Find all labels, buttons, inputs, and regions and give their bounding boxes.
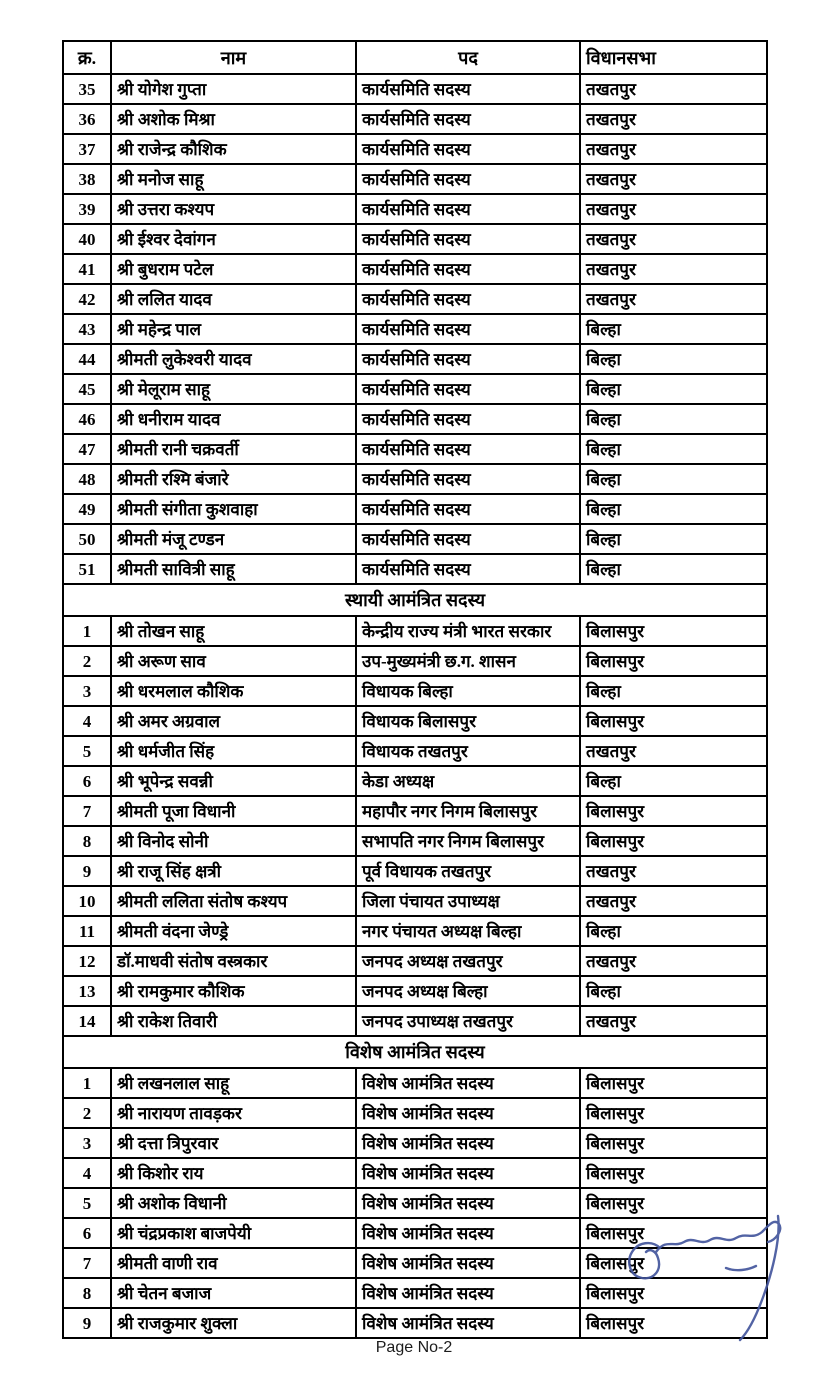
post-cell: कार्यसमिति सदस्य (356, 314, 580, 344)
name-cell: श्रीमती लुकेश्वरी यादव (111, 344, 356, 374)
post-cell: विशेष आमंत्रित सदस्य (356, 1158, 580, 1188)
table-row (63, 464, 767, 494)
name-cell: श्री मेलूराम साहू (111, 374, 356, 404)
table-row (63, 434, 767, 464)
table-row (63, 284, 767, 314)
table-row (63, 856, 767, 886)
assembly-cell: तखतपुर (580, 736, 767, 766)
name-cell: श्री किशोर राय (111, 1158, 356, 1188)
assembly-cell: तखतपुर (580, 74, 767, 104)
assembly-cell: बिल्हा (580, 766, 767, 796)
table-row (63, 1098, 767, 1128)
assembly-cell: बिलासपुर (580, 1188, 767, 1218)
table-row (63, 344, 767, 374)
name-cell: श्री बुधराम पटेल (111, 254, 356, 284)
assembly-cell: तखतपुर (580, 224, 767, 254)
name-cell: श्रीमती संगीता कुशवाहा (111, 494, 356, 524)
serial-cell: 38 (63, 164, 111, 194)
post-cell: कार्यसमिति सदस्य (356, 374, 580, 404)
table-row (63, 976, 767, 1006)
assembly-cell: बिलासपुर (580, 1278, 767, 1308)
table-row (63, 616, 767, 646)
section-title: स्थायी आमंत्रित सदस्य (63, 584, 767, 616)
assembly-cell: बिल्हा (580, 524, 767, 554)
serial-cell: 39 (63, 194, 111, 224)
serial-cell: 7 (63, 1248, 111, 1278)
assembly-cell: बिल्हा (580, 916, 767, 946)
serial-cell: 44 (63, 344, 111, 374)
section-header-row (63, 584, 767, 616)
col-header-assembly: विधानसभा (580, 41, 767, 74)
post-cell: जनपद अध्यक्ष बिल्हा (356, 976, 580, 1006)
post-cell: केडा अध्यक्ष (356, 766, 580, 796)
post-cell: कार्यसमिति सदस्य (356, 344, 580, 374)
table-row (63, 706, 767, 736)
post-cell: नगर पंचायत अध्यक्ष बिल्हा (356, 916, 580, 946)
name-cell: श्री अमर अग्रवाल (111, 706, 356, 736)
post-cell: विशेष आमंत्रित सदस्य (356, 1098, 580, 1128)
assembly-cell: बिल्हा (580, 434, 767, 464)
name-cell: श्री धनीराम यादव (111, 404, 356, 434)
name-cell: श्री राजू सिंह क्षत्री (111, 856, 356, 886)
serial-cell: 13 (63, 976, 111, 1006)
table-row (63, 1248, 767, 1278)
post-cell: विशेष आमंत्रित सदस्य (356, 1068, 580, 1098)
post-cell: विशेष आमंत्रित सदस्य (356, 1128, 580, 1158)
table-row (63, 224, 767, 254)
post-cell: सभापति नगर निगम बिलासपुर (356, 826, 580, 856)
assembly-cell: बिलासपुर (580, 646, 767, 676)
page-number: Page No-2 (375, 1339, 453, 1356)
post-cell: विशेष आमंत्रित सदस्य (356, 1308, 580, 1338)
post-cell: विधायक बिलासपुर (356, 706, 580, 736)
name-cell: श्री अशोक मिश्रा (111, 104, 356, 134)
assembly-cell: बिल्हा (580, 464, 767, 494)
name-cell: श्री भूपेन्द्र सवन्नी (111, 766, 356, 796)
post-cell: उप-मुख्यमंत्री छ.ग. शासन (356, 646, 580, 676)
serial-cell: 1 (63, 1068, 111, 1098)
name-cell: श्री नारायण तावड़कर (111, 1098, 356, 1128)
serial-cell: 9 (63, 1308, 111, 1338)
name-cell: श्री योगेश गुप्ता (111, 74, 356, 104)
table-row (63, 1068, 767, 1098)
post-cell: कार्यसमिति सदस्य (356, 164, 580, 194)
post-cell: विशेष आमंत्रित सदस्य (356, 1188, 580, 1218)
assembly-cell: तखतपुर (580, 856, 767, 886)
serial-cell: 12 (63, 946, 111, 976)
assembly-cell: बिलासपुर (580, 1308, 767, 1338)
table-row (63, 1128, 767, 1158)
table-row (63, 736, 767, 766)
col-header-post: पद (356, 41, 580, 74)
serial-cell: 42 (63, 284, 111, 314)
table-row (63, 1188, 767, 1218)
serial-cell: 5 (63, 736, 111, 766)
col-header-name: नाम (111, 41, 356, 74)
assembly-cell: तखतपुर (580, 104, 767, 134)
col-header-serial: क्र. (63, 41, 111, 74)
table-row (63, 524, 767, 554)
post-cell: पूर्व विधायक तखतपुर (356, 856, 580, 886)
name-cell: श्री अरूण साव (111, 646, 356, 676)
post-cell: कार्यसमिति सदस्य (356, 104, 580, 134)
assembly-cell: बिलासपुर (580, 616, 767, 646)
post-cell: कार्यसमिति सदस्य (356, 194, 580, 224)
table-row (63, 886, 767, 916)
assembly-cell: बिल्हा (580, 494, 767, 524)
post-cell: कार्यसमिति सदस्य (356, 524, 580, 554)
table-row (63, 676, 767, 706)
name-cell: श्री लखनलाल साहू (111, 1068, 356, 1098)
name-cell: श्री विनोद सोनी (111, 826, 356, 856)
post-cell: कार्यसमिति सदस्य (356, 464, 580, 494)
assembly-cell: बिलासपुर (580, 1158, 767, 1188)
serial-cell: 14 (63, 1006, 111, 1036)
name-cell: श्रीमती पूजा विधानी (111, 796, 356, 826)
serial-cell: 8 (63, 826, 111, 856)
name-cell: श्री रामकुमार कौशिक (111, 976, 356, 1006)
name-cell: श्री दत्ता त्रिपुरवार (111, 1128, 356, 1158)
post-cell: महापौर नगर निगम बिलासपुर (356, 796, 580, 826)
serial-cell: 47 (63, 434, 111, 464)
name-cell: श्री ईश्वर देवांगन (111, 224, 356, 254)
serial-cell: 2 (63, 1098, 111, 1128)
table-row (63, 374, 767, 404)
assembly-cell: तखतपुर (580, 946, 767, 976)
assembly-cell: बिल्हा (580, 676, 767, 706)
table-row (63, 134, 767, 164)
serial-cell: 35 (63, 74, 111, 104)
name-cell: श्रीमती सावित्री साहू (111, 554, 356, 584)
serial-cell: 2 (63, 646, 111, 676)
members-table (62, 40, 768, 1339)
serial-cell: 40 (63, 224, 111, 254)
assembly-cell: बिलासपुर (580, 826, 767, 856)
section-title: विशेष आमंत्रित सदस्य (63, 1036, 767, 1068)
serial-cell: 43 (63, 314, 111, 344)
assembly-cell: तखतपुर (580, 284, 767, 314)
serial-cell: 41 (63, 254, 111, 284)
serial-cell: 46 (63, 404, 111, 434)
assembly-cell: बिल्हा (580, 554, 767, 584)
table-row (63, 254, 767, 284)
serial-cell: 7 (63, 796, 111, 826)
post-cell: कार्यसमिति सदस्य (356, 74, 580, 104)
name-cell: श्रीमती वंदना जेण्ड्रे (111, 916, 356, 946)
name-cell: श्री मनोज साहू (111, 164, 356, 194)
serial-cell: 1 (63, 616, 111, 646)
assembly-cell: बिल्हा (580, 374, 767, 404)
section-header-row (63, 1036, 767, 1068)
assembly-cell: बिलासपुर (580, 706, 767, 736)
post-cell: जनपद उपाध्यक्ष तखतपुर (356, 1006, 580, 1036)
name-cell: श्री राकेश तिवारी (111, 1006, 356, 1036)
table-row (63, 104, 767, 134)
assembly-cell: बिल्हा (580, 404, 767, 434)
serial-cell: 48 (63, 464, 111, 494)
post-cell: विशेष आमंत्रित सदस्य (356, 1218, 580, 1248)
table-row (63, 1158, 767, 1188)
serial-cell: 50 (63, 524, 111, 554)
serial-cell: 3 (63, 676, 111, 706)
post-cell: कार्यसमिति सदस्य (356, 434, 580, 464)
name-cell: श्री उत्तरा कश्यप (111, 194, 356, 224)
assembly-cell: तखतपुर (580, 254, 767, 284)
serial-cell: 5 (63, 1188, 111, 1218)
name-cell: श्रीमती मंजू टण्डन (111, 524, 356, 554)
table-row (63, 494, 767, 524)
name-cell: श्री महेन्द्र पाल (111, 314, 356, 344)
name-cell: श्रीमती रश्मि बंजारे (111, 464, 356, 494)
name-cell: श्रीमती रानी चक्रवर्ती (111, 434, 356, 464)
name-cell: श्री अशोक विधानी (111, 1188, 356, 1218)
post-cell: जिला पंचायत उपाध्यक्ष (356, 886, 580, 916)
table-row (63, 74, 767, 104)
name-cell: डॉ.माधवी संतोष वस्त्रकार (111, 946, 356, 976)
serial-cell: 4 (63, 706, 111, 736)
post-cell: कार्यसमिति सदस्य (356, 554, 580, 584)
table-row (63, 916, 767, 946)
serial-cell: 36 (63, 104, 111, 134)
post-cell: कार्यसमिति सदस्य (356, 254, 580, 284)
post-cell: केन्द्रीय राज्य मंत्री भारत सरकार (356, 616, 580, 646)
serial-cell: 51 (63, 554, 111, 584)
assembly-cell: बिलासपुर (580, 1128, 767, 1158)
table-row (63, 646, 767, 676)
post-cell: विशेष आमंत्रित सदस्य (356, 1248, 580, 1278)
serial-cell: 4 (63, 1158, 111, 1188)
name-cell: श्रीमती वाणी राव (111, 1248, 356, 1278)
post-cell: विधायक बिल्हा (356, 676, 580, 706)
assembly-cell: बिलासपुर (580, 796, 767, 826)
table-row (63, 796, 767, 826)
post-cell: कार्यसमिति सदस्य (356, 404, 580, 434)
name-cell: श्री तोखन साहू (111, 616, 356, 646)
assembly-cell: तखतपुर (580, 164, 767, 194)
serial-cell: 37 (63, 134, 111, 164)
post-cell: विशेष आमंत्रित सदस्य (356, 1278, 580, 1308)
serial-cell: 10 (63, 886, 111, 916)
table-row (63, 194, 767, 224)
assembly-cell: बिलासपुर (580, 1068, 767, 1098)
name-cell: श्री धर्मजीत सिंह (111, 736, 356, 766)
serial-cell: 49 (63, 494, 111, 524)
serial-cell: 9 (63, 856, 111, 886)
name-cell: श्री धरमलाल कौशिक (111, 676, 356, 706)
assembly-cell: तखतपुर (580, 886, 767, 916)
table-row (63, 164, 767, 194)
table-row (63, 826, 767, 856)
table-row (63, 314, 767, 344)
serial-cell: 6 (63, 1218, 111, 1248)
name-cell: श्री राजकुमार शुक्ला (111, 1308, 356, 1338)
serial-cell: 8 (63, 1278, 111, 1308)
name-cell: श्री चंद्रप्रकाश बाजपेयी (111, 1218, 356, 1248)
assembly-cell: तखतपुर (580, 1006, 767, 1036)
assembly-cell: बिलासपुर (580, 1218, 767, 1248)
table-row (63, 946, 767, 976)
post-cell: विधायक तखतपुर (356, 736, 580, 766)
table-row (63, 1218, 767, 1248)
assembly-cell: बिल्हा (580, 344, 767, 374)
serial-cell: 6 (63, 766, 111, 796)
table-row (63, 404, 767, 434)
post-cell: कार्यसमिति सदस्य (356, 224, 580, 254)
table-row (63, 766, 767, 796)
name-cell: श्रीमती ललिता संतोष कश्यप (111, 886, 356, 916)
table-row (63, 554, 767, 584)
name-cell: श्री चेतन बजाज (111, 1278, 356, 1308)
post-cell: कार्यसमिति सदस्य (356, 134, 580, 164)
post-cell: कार्यसमिति सदस्य (356, 494, 580, 524)
name-cell: श्री राजेन्द्र कौशिक (111, 134, 356, 164)
table-row (63, 1308, 767, 1338)
name-cell: श्री ललित यादव (111, 284, 356, 314)
serial-cell: 3 (63, 1128, 111, 1158)
assembly-cell: बिल्हा (580, 314, 767, 344)
assembly-cell: बिलासपुर (580, 1248, 767, 1278)
assembly-cell: तखतपुर (580, 134, 767, 164)
table-row (63, 1278, 767, 1308)
serial-cell: 11 (63, 916, 111, 946)
post-cell: कार्यसमिति सदस्य (356, 284, 580, 314)
assembly-cell: बिल्हा (580, 976, 767, 1006)
assembly-cell: तखतपुर (580, 194, 767, 224)
table-row (63, 1006, 767, 1036)
table-header-row (63, 41, 767, 74)
assembly-cell: बिलासपुर (580, 1098, 767, 1128)
serial-cell: 45 (63, 374, 111, 404)
post-cell: जनपद अध्यक्ष तखतपुर (356, 946, 580, 976)
